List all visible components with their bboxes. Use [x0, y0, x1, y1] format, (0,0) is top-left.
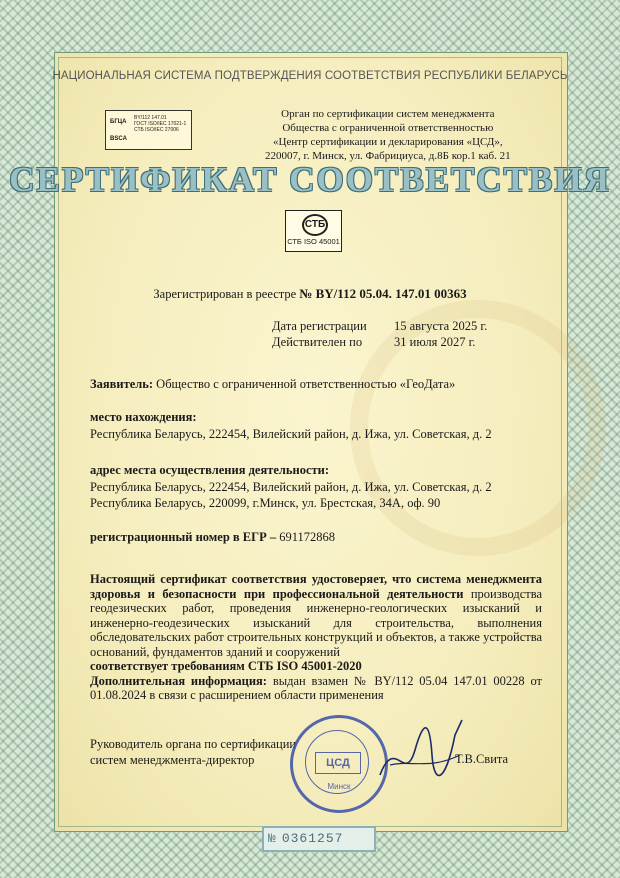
- accreditation-line: СТБ ISO/IEC 27006: [134, 127, 179, 133]
- egr-line: [90, 530, 335, 545]
- registration-date-label: Дата регистрации: [272, 319, 367, 333]
- accreditation-line: BY/112 147.01: [134, 115, 167, 121]
- registry-prefix: Зарегистрирован в реестре: [153, 287, 297, 301]
- stb-logo: [285, 210, 342, 252]
- organ-line: Общества с ограниченной ответственностью: [282, 122, 494, 134]
- egr-value: 691172868: [279, 530, 336, 544]
- conformity-line: соответствует требованиям СТБ ISO 45001-2020: [90, 659, 362, 673]
- activity-address-line: Республика Беларусь, 220099, г.Минск, ул. Брестская, 34А, оф. 90: [90, 496, 441, 510]
- activity-address-line: Республика Беларусь, 222454, Вилейский район, д. Ижа, ул. Советская, д. 2: [90, 480, 492, 494]
- organ-line: «Центр сертификации и декларирования «ЦСД»,: [273, 136, 503, 148]
- signatory-title: [90, 736, 296, 768]
- accreditation-label-bottom: BSCA: [110, 136, 128, 142]
- stb-logo-label: СТБ ISO 45001: [287, 237, 340, 246]
- registry-line: [0, 286, 620, 302]
- activity-address-label: адрес места осуществления деятельности:: [90, 463, 330, 477]
- accreditation-mark: [105, 110, 192, 150]
- organ-line: 220007, г. Минск, ул. Фабрициуса, д.8Б кор.1 каб. 21: [265, 150, 511, 162]
- applicant-line: [90, 377, 455, 392]
- national-system-header: НАЦИОНАЛЬНАЯ СИСТЕМА ПОДТВЕРЖДЕНИЯ СООТВЕТСТВИЯ РЕСПУБЛИКИ БЕЛАРУСЬ: [52, 70, 568, 82]
- additional-label: Дополнительная информация:: [90, 673, 267, 688]
- serial-number: 0361257: [281, 831, 344, 846]
- signatory-line: систем менеджмента-директор: [90, 753, 255, 767]
- certificate-statement: [90, 572, 542, 703]
- statement-scope: производства геодезических работ, проведения инженерно-геологических изысканий и инженерно-геодезических изысканий для строительства, выполнения обследовательских работ строительных конструкций и объектов, а также устройства оснований, фундаментов зданий и сооружений: [90, 586, 542, 659]
- location-label: место нахождения:: [90, 410, 197, 424]
- stamp-city: Минск: [327, 782, 351, 791]
- certification-body-info: [265, 107, 511, 163]
- statement-bold: Настоящий сертификат соответствия удостоверяет, что система менеджмента здоровья и безопасности при профессиональной деятельности: [90, 572, 542, 601]
- stamp-center: ЦСД: [315, 752, 361, 774]
- signatory-line: Руководитель органа по сертификации: [90, 737, 297, 751]
- serial-prefix: №: [268, 831, 276, 846]
- signer-name: Т.В.Свита: [455, 752, 509, 766]
- accreditation-line: ГОСТ ISO/IEC 17021-1: [134, 121, 187, 127]
- location-value: Республика Беларусь, 222454, Вилейский район, д. Ижа, ул. Советская, д. 2: [90, 427, 492, 441]
- additional-info: [90, 674, 542, 703]
- applicant-label: Заявитель:: [90, 377, 154, 391]
- accreditation-lines: [134, 115, 186, 133]
- accreditation-label-top: БГЦА: [110, 119, 127, 125]
- organ-line: Орган по сертификации систем менеджмента: [281, 108, 495, 120]
- dates-block: [272, 318, 494, 350]
- registration-date-value: 15 августа 2025 г.: [394, 319, 488, 333]
- egr-label: регистрационный номер в ЕГР –: [90, 530, 277, 544]
- additional-value: выдан взамен № BY/112 05.04 147.01 00228 от 01.08.2024 в связи с расширением области применения: [90, 673, 543, 702]
- serial-number-box: [262, 826, 376, 852]
- valid-until-label: Действителен по: [272, 335, 363, 349]
- applicant-value: Общество с ограниченной ответственностью «ГеоДата»: [156, 377, 456, 391]
- stb-mark: СТБ: [302, 214, 328, 236]
- registry-number: № BY/112 05.04. 147.01 00363: [299, 286, 467, 301]
- valid-until-value: 31 июля 2027 г.: [394, 335, 476, 349]
- certificate-title: СЕРТИФИКАТ СООТВЕТСТВИЯ: [9, 160, 611, 199]
